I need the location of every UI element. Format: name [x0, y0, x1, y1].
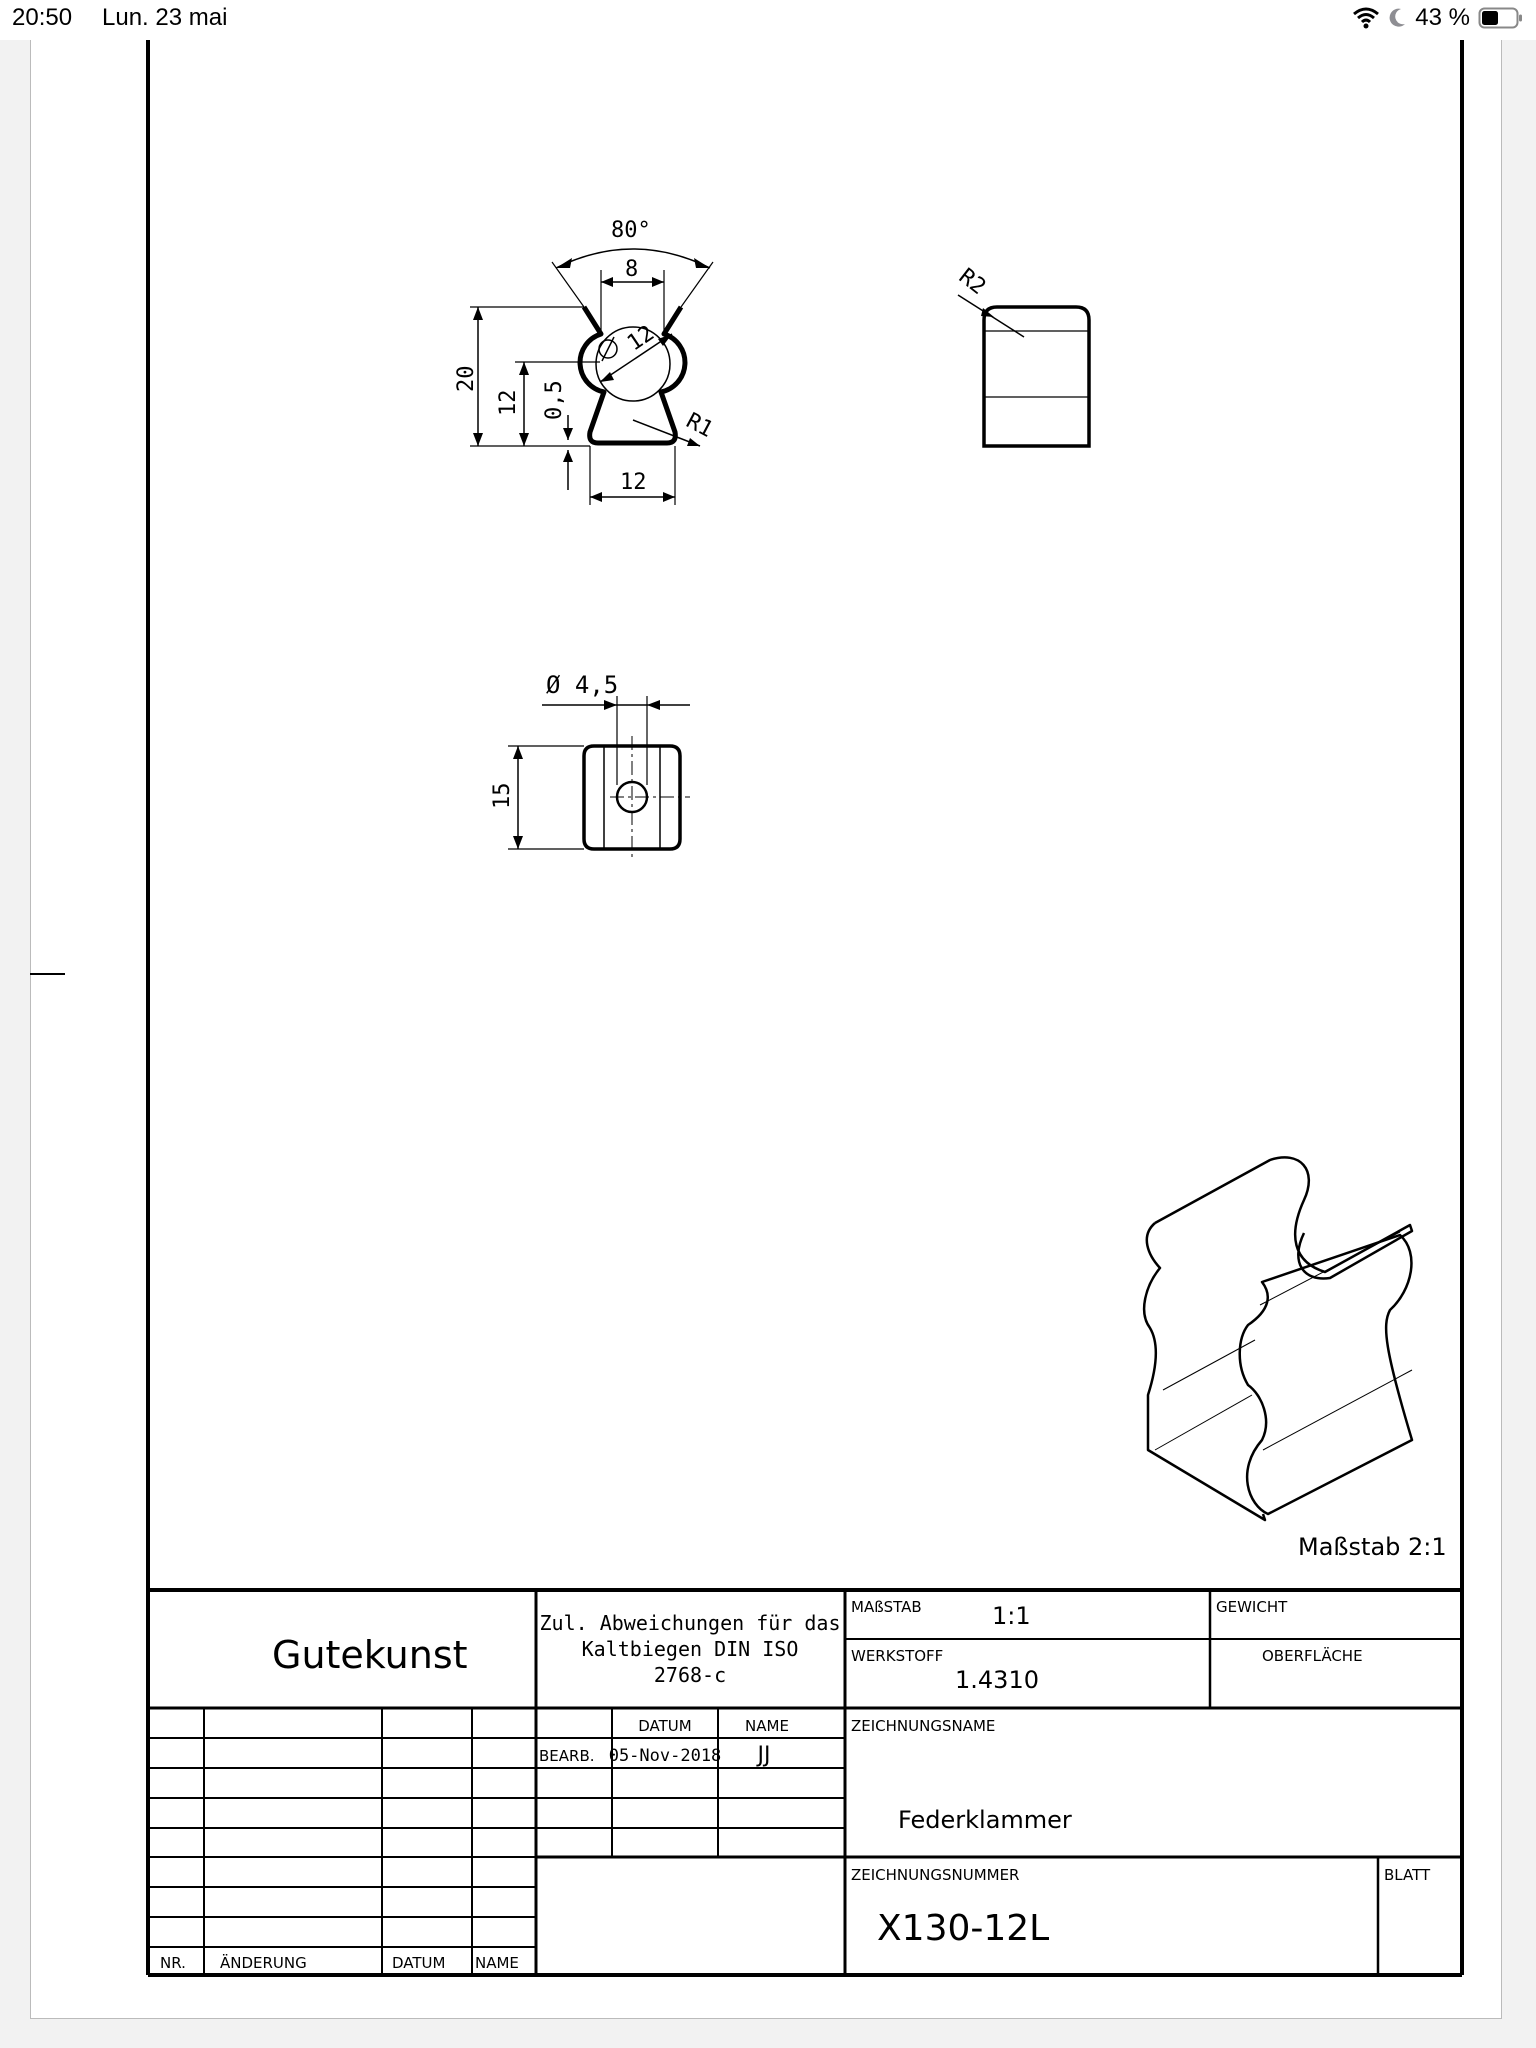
- rev-datum-label: DATUM: [392, 1954, 446, 1972]
- dim-radius-r1-label: R1: [681, 408, 718, 443]
- dim-diameter-label: 12: [622, 320, 659, 357]
- zeichnungsnummer-value: X130-12L: [877, 1908, 1050, 1949]
- massstab-value: 1:1: [992, 1602, 1031, 1630]
- rev-aenderung-label: ÄNDERUNG: [220, 1954, 307, 1972]
- status-date: Lun. 23 mai: [102, 4, 228, 31]
- dim-angle-label: 80°: [611, 218, 651, 243]
- iso-scale-label: Maßstab 2:1: [1298, 1533, 1447, 1561]
- werkstoff-label: WERKSTOFF: [851, 1647, 944, 1665]
- battery-percent: 43 %: [1415, 4, 1470, 31]
- zeichnungsnummer-label: ZEICHNUNGSNUMMER: [851, 1866, 1020, 1884]
- iso-back-profile: [1155, 1157, 1412, 1278]
- isometric-view: [1144, 1157, 1412, 1520]
- iso-tangent-line-4: [1263, 1370, 1412, 1450]
- tolerance-note-line-2: Kaltbiegen DIN ISO: [581, 1637, 799, 1661]
- dim-thickness-label: 0,5: [542, 380, 567, 420]
- angle-ext-left: [552, 262, 584, 307]
- iso-tangent-line-2: [1155, 1395, 1252, 1450]
- side-outline: [984, 307, 1089, 446]
- massstab-label: MAßSTAB: [851, 1598, 922, 1616]
- bearb-name: JJ: [757, 1743, 771, 1768]
- angle-ext-right: [681, 262, 713, 307]
- dim-height-inner-label: 12: [496, 389, 521, 416]
- tolerance-note-line-3: 2768-c: [653, 1663, 727, 1687]
- rev-nr-label: NR.: [160, 1954, 186, 1972]
- rev-name-label: NAME: [475, 1954, 519, 1972]
- dim-top-height-label: 15: [490, 782, 515, 809]
- bearb-label: BEARB.: [539, 1747, 595, 1765]
- side-view: [958, 295, 1089, 446]
- company-name: Gutekunst: [272, 1633, 468, 1677]
- dim-height-total-label: 20: [454, 365, 479, 392]
- zeichnungsname-label: ZEICHNUNGSNAME: [851, 1717, 996, 1735]
- gewicht-label: GEWICHT: [1216, 1598, 1288, 1616]
- datum-col-label: DATUM: [638, 1717, 692, 1735]
- dim-top-width-label: 8: [625, 257, 639, 282]
- name-col-label: NAME: [745, 1717, 789, 1735]
- status-time: 20:50: [12, 4, 73, 31]
- tolerance-note-line-1: Zul. Abweichungen für das: [539, 1611, 841, 1635]
- dim-bottom-width-label: 12: [620, 470, 647, 495]
- title-block-text: [160, 1598, 1431, 1972]
- iso-tangent-line-3: [1260, 1232, 1400, 1305]
- bearb-datum: 05-Nov-2018: [608, 1746, 722, 1766]
- dim-hole-diameter-label: Ø 4,5: [546, 671, 619, 699]
- oberflaeche-label: OBERFLÄCHE: [1262, 1647, 1363, 1665]
- dim-radius-r2-label: R2: [953, 264, 991, 301]
- iso-front-face: [1240, 1235, 1412, 1514]
- top-view: [508, 696, 690, 858]
- front-view: [470, 249, 713, 505]
- top-view-arrows: [513, 700, 660, 849]
- zeichnungsname-value: Federklammer: [898, 1806, 1072, 1834]
- werkstoff-value: 1.4310: [955, 1666, 1039, 1694]
- blatt-label: BLATT: [1384, 1866, 1431, 1884]
- front-view-labels: [454, 218, 717, 495]
